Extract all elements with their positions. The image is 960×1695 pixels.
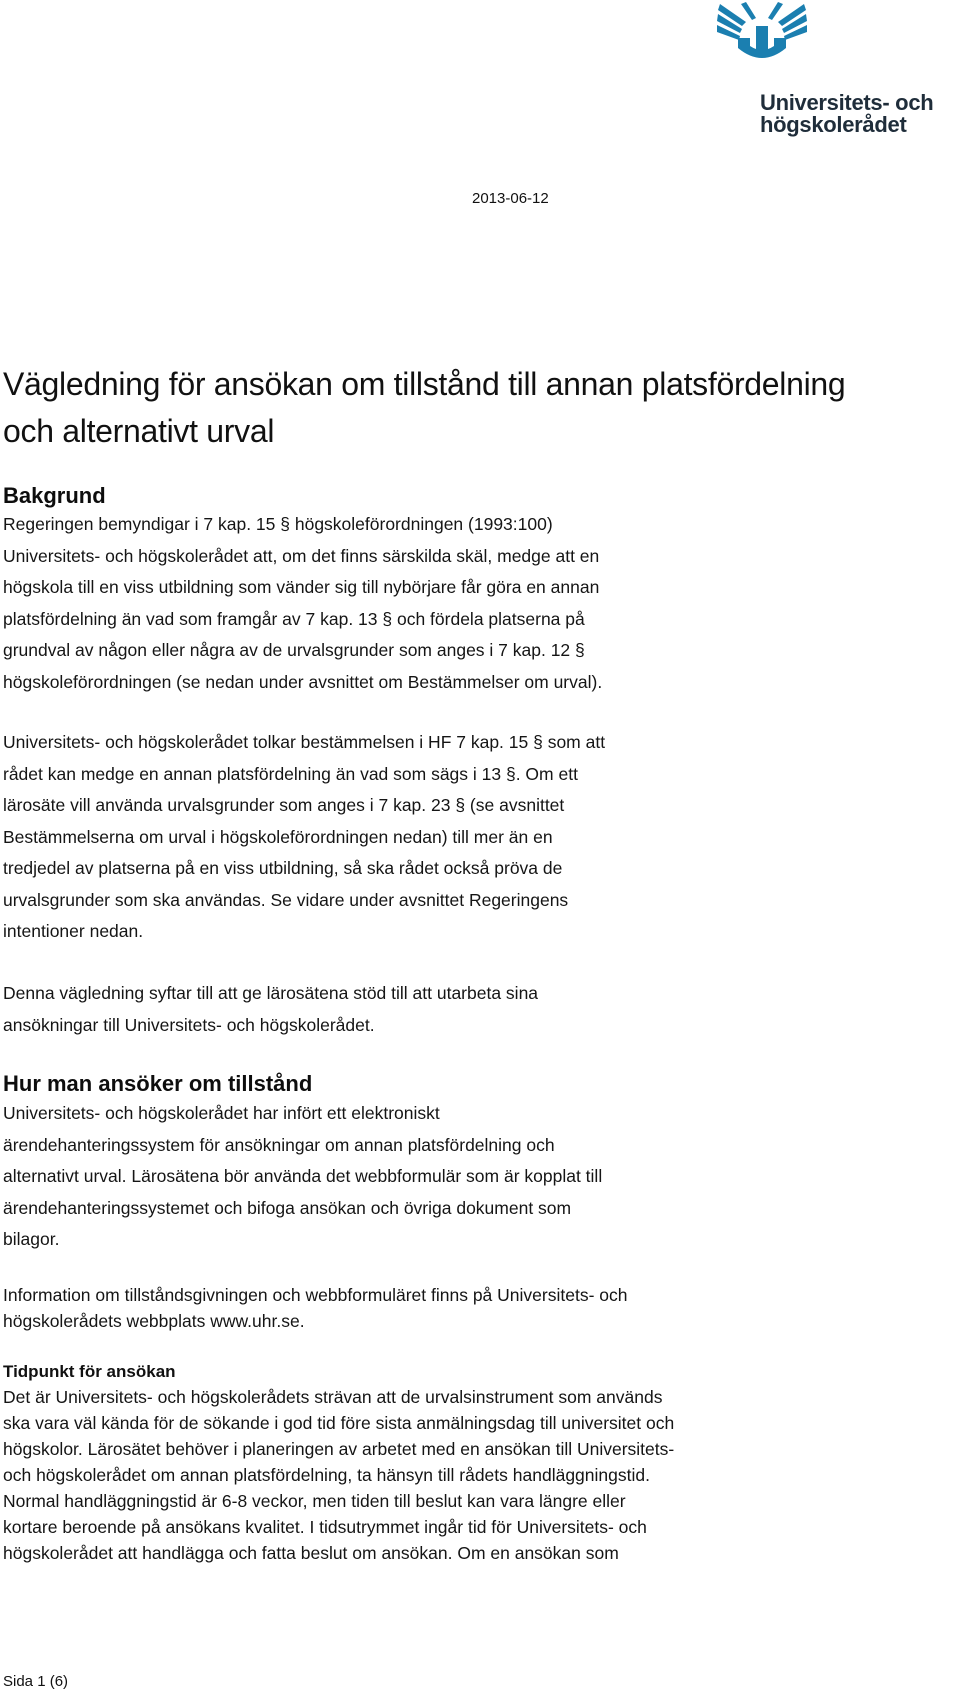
text-line: ansökningar till Universitets- och högskolerådet. (3, 1014, 375, 1035)
text-line: lärosäte vill använda urvalsgrunder som anges i 7 kap. 23 § (se avsnittet (3, 795, 565, 815)
text-line: högskolerådet att handlägga och fatta beslut om ansökan. Om en ansökan som (3, 1543, 619, 1563)
text-line: Det är Universitets- och högskolerådets strävan att de urvalsinstrument som används (3, 1387, 663, 1407)
text-line: grundval av någon eller några av de urvalsgrunder som anges i 7 kap. 12 § (3, 640, 585, 660)
logo-line-1: Universitets- och (760, 90, 934, 115)
logo-wordmark (760, 92, 933, 136)
text-line: rådet kan medge en annan platsfördelning än vad som sägs i 13 §. Om ett (3, 763, 578, 784)
heading-bakgrund: Bakgrund (3, 483, 106, 508)
paragraph-bakgrund-2 (3, 727, 903, 948)
text-line: Regeringen bemyndigar i 7 kap. 15 § högskoleförordningen (1993:100) (3, 514, 553, 534)
text-line: ärendehanteringssystem för ansökningar om annan platsfördelning och (3, 1134, 555, 1155)
text-line: högskolerådets webbplats www.uhr.se. (3, 1311, 305, 1331)
paragraph-tidpunkt-1 (3, 1384, 903, 1566)
logo-line-2: högskolerådet (760, 112, 907, 137)
text-line: bilagor. (3, 1229, 60, 1249)
text-line: Denna vägledning syftar till att ge lärosätena stöd till att utarbeta sina (3, 983, 539, 1003)
page-number: Sida 1 (6) (3, 1673, 69, 1690)
text-line: alternativt urval. Lärosätena bör använda det webbformulär som är kopplat till (3, 1166, 603, 1186)
text-line: högskola till en viss utbildning som vänder sig till nybörjare får göra en annan (3, 577, 600, 597)
text-line: Normal handläggningstid är 6-8 veckor, men tiden till beslut kan vara längre eller (3, 1491, 626, 1511)
text-line: Information om tillståndsgivningen och webbformuläret finns på Universitets- och (3, 1285, 628, 1305)
text-line: högskolor. Lärosätet behöver i planeringen av arbetet med en ansökan till Universitets- (3, 1439, 675, 1459)
text-line: intentioner nedan. (3, 921, 144, 941)
document-title: Vägledning för ansökan om tillstånd till annan platsfördelning och alternativt urval (3, 366, 846, 449)
heading-hur-man-ansoker: Hur man ansöker om tillstånd (3, 1071, 313, 1096)
document-date: 2013-06-12 (472, 190, 549, 207)
text-line: ska vara väl kända för de sökande i god tid före sista anmälningsdag till universitet och (3, 1413, 675, 1433)
text-line: kortare beroende på ansökans kvalitet. I tidsutrymmet ingår tid för Universitets- och (3, 1517, 647, 1537)
paragraph-bakgrund-1 (3, 509, 903, 698)
text-line: Universitets- och högskolerådet att, om det finns särskilda skäl, medge att en (3, 545, 600, 566)
heading-tidpunkt: Tidpunkt för ansökan (3, 1362, 176, 1381)
text-line: Universitets- och högskolerådet tolkar bestämmelsen i HF 7 kap. 15 § som att (3, 732, 606, 752)
text-line: högskoleförordningen (se nedan under avsnittet om Bestämmelser om urval). (3, 671, 603, 692)
paragraph-hur-1 (3, 1098, 903, 1256)
paragraph-hur-2 (3, 1282, 903, 1334)
text-line: platsfördelning än vad som framgår av 7 kap. 13 § och fördela platserna på (3, 608, 585, 629)
uhr-emblem-icon (716, 2, 808, 60)
text-line: tredjedel av platserna på en viss utbildning, så ska rådet också pröva de (3, 858, 563, 878)
paragraph-bakgrund-3 (3, 978, 903, 1041)
text-line: Bestämmelserna om urval i högskoleförordningen nedan) till mer än en (3, 826, 553, 847)
uhr-logo (716, 2, 946, 140)
text-line: och högskolerådet om annan platsfördelning, ta hänsyn till rådets handläggningstid. (3, 1465, 650, 1485)
text-line: Universitets- och högskolerådet har infört ett elektroniskt (3, 1103, 440, 1123)
text-line: urvalsgrunder som ska användas. Se vidare under avsnittet Regeringens (3, 889, 569, 910)
text-line: ärendehanteringssystemet och bifoga ansökan och övriga dokument som (3, 1197, 572, 1218)
